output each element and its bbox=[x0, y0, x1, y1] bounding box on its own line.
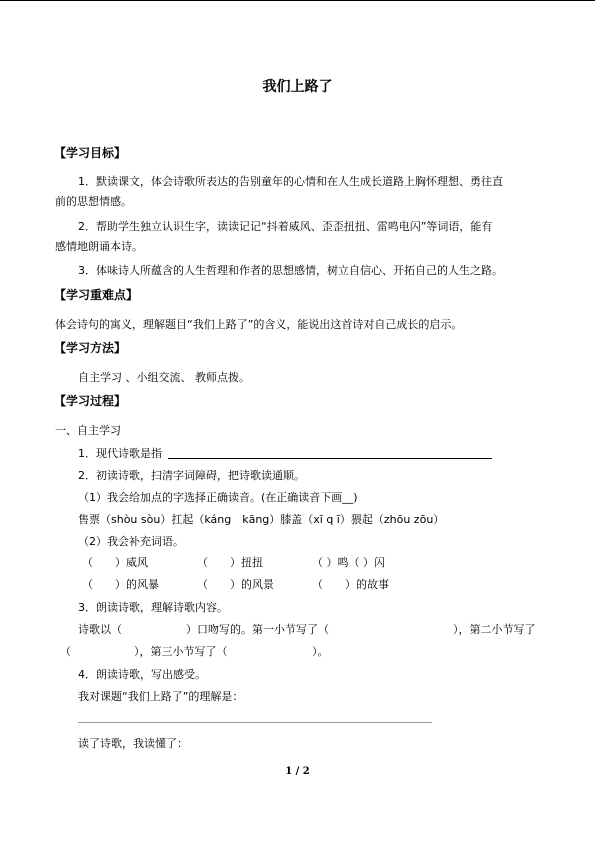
question-2-sub-1: （1）我会给加点的字选择正确读音。(在正确读音下画__) bbox=[78, 491, 358, 504]
goal-2-line-2: 感情地朗诵本诗。 bbox=[55, 240, 143, 253]
goal-1-line-2: 前的思想情感。 bbox=[55, 195, 132, 208]
q3-line2-c: ）。 bbox=[312, 645, 329, 658]
fill-row-2-a: （ ）的风暴 bbox=[82, 578, 159, 591]
pronunciation-words: 售票（shòu sòu）扛起（káng kāng）膝盖（xī q ī）猥起（zhōu zōu） bbox=[78, 513, 445, 526]
q3-line1-a: 诗歌以（ bbox=[78, 623, 122, 636]
goal-2-line-1: 2．帮助学生独立认识生字，读读记记“抖着威风、歪歪扭扭、雷鸣电闪”等词语，能有 bbox=[78, 220, 493, 233]
answer-rule[interactable] bbox=[78, 722, 432, 723]
question-1: 1．现代诗歌是指 bbox=[78, 447, 162, 460]
key-points-heading: 【学习重难点】 bbox=[54, 288, 139, 302]
key-points-text: 体会诗句的寓义，理解题目“我们上路了”的含义，能说出这首诗对自己成长的启示。 bbox=[55, 318, 463, 331]
fill-row-1-c: （ ）鸣（ ）闪 bbox=[312, 556, 385, 569]
section-self-study: 一、自主学习 bbox=[55, 424, 121, 437]
top-border bbox=[0, 0, 595, 1]
fill-row-2-b: （ ）的风景 bbox=[197, 578, 274, 591]
answer-blank-1[interactable] bbox=[168, 458, 492, 459]
methods-heading: 【学习方法】 bbox=[54, 341, 127, 355]
question-4-sub-1: 我对课题“我们上路了”的理解是： bbox=[78, 690, 244, 703]
goals-heading: 【学习目标】 bbox=[54, 146, 127, 160]
question-2: 2．初读诗歌，扫清字词障碍，把诗歌读通顺。 bbox=[78, 469, 305, 482]
methods-text: 自主学习 、小组交流、 教师点拨。 bbox=[78, 371, 250, 384]
question-4: 4．朗读诗歌，写出感受。 bbox=[78, 668, 206, 681]
process-heading: 【学习过程】 bbox=[54, 394, 127, 408]
q3-line2-b: ），第三小节写了（ bbox=[134, 645, 228, 658]
goal-3: 3．体味诗人所蕴含的人生哲理和作者的思想感情，树立自信心、开拓自己的人生之路。 bbox=[78, 264, 503, 277]
fill-row-2-c: （ ）的故事 bbox=[312, 578, 389, 591]
question-3: 3．朗读诗歌，理解诗歌内容。 bbox=[78, 601, 228, 614]
page-number: 1 / 2 bbox=[285, 766, 310, 777]
fill-row-1-b: （ ）扭扭 bbox=[197, 556, 263, 569]
fill-row-1-a: （ ）威风 bbox=[82, 556, 148, 569]
q3-line1-b: ）口吻写的。第一小节写了（ bbox=[186, 623, 329, 636]
q3-line1-c: ），第二小节写了 bbox=[453, 623, 536, 636]
question-4-sub-2: 读了诗歌，我读懂了： bbox=[78, 737, 188, 750]
q3-line2-a: （ bbox=[60, 645, 71, 658]
question-2-sub-2: （2）我会补充词语。 bbox=[78, 535, 184, 548]
goal-1-line-1: 1．默读课文，体会诗歌所表达的告别童年的心情和在人生成长道路上胸怀理想、勇往直 bbox=[78, 175, 503, 188]
page-title: 我们上路了 bbox=[262, 79, 333, 95]
